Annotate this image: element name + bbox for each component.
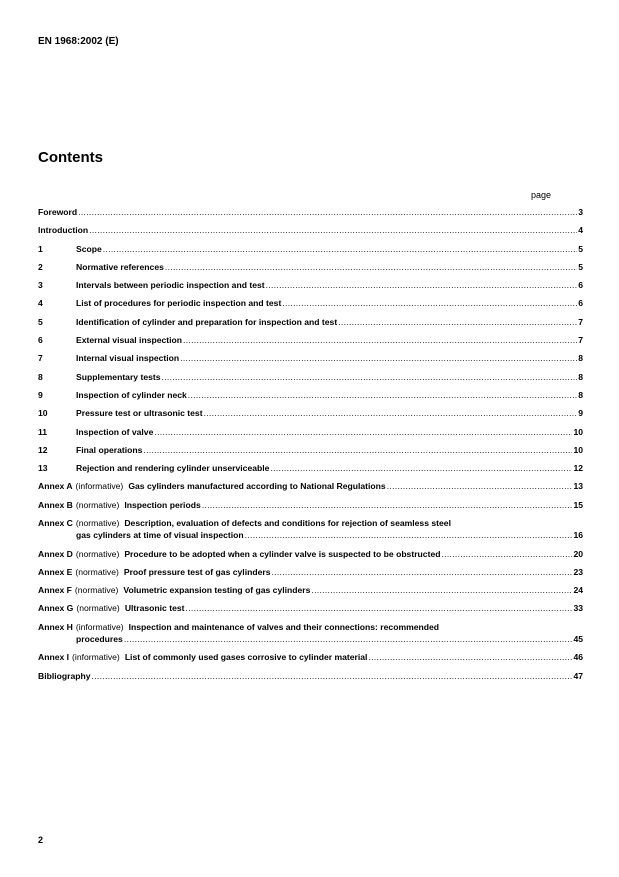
- dot-leader: [245, 530, 573, 540]
- toc-entry-label: Intervals between periodic inspection and test: [76, 280, 265, 291]
- toc-entry-label: Description, evaluation of defects and conditions for rejection of seamless steel: [124, 518, 451, 529]
- page-column-label: page: [531, 190, 552, 200]
- toc-page-number: 7: [578, 335, 583, 346]
- toc-entry[interactable]: [38, 549, 583, 567]
- toc-entry[interactable]: [38, 372, 583, 390]
- annex-id: Annex B: [38, 499, 73, 510]
- toc-entry[interactable]: [38, 225, 583, 243]
- annex-id: Annex D: [38, 548, 73, 559]
- toc-page-number: 8: [578, 389, 583, 400]
- clause-number: 5: [38, 316, 43, 327]
- toc-page-number: 6: [578, 280, 583, 291]
- toc-entry-label: List of procedures for periodic inspection and test: [76, 298, 282, 309]
- toc-entry-label: Ultrasonic test: [124, 603, 185, 614]
- clause-number: 9: [38, 389, 43, 400]
- toc-entry[interactable]: [38, 390, 583, 408]
- toc-entry[interactable]: [38, 500, 583, 518]
- dot-leader: [368, 652, 572, 662]
- toc-page-number: 16: [573, 530, 583, 541]
- toc-page-number: 23: [573, 566, 583, 577]
- dot-leader: [92, 671, 573, 681]
- dot-leader: [180, 353, 577, 363]
- dot-leader: [204, 408, 578, 418]
- clause-number: 4: [38, 298, 43, 309]
- dot-leader: [338, 317, 577, 327]
- toc-entry-label-continued: procedures: [76, 633, 123, 644]
- annex-id: Annex H: [38, 621, 73, 632]
- toc-entry[interactable]: [38, 603, 583, 621]
- clause-number: 8: [38, 371, 43, 382]
- clause-number: 2: [38, 261, 43, 272]
- dot-leader: [162, 372, 578, 382]
- annex-id: Annex F: [38, 585, 72, 596]
- toc-entry[interactable]: [38, 671, 583, 689]
- dot-leader: [154, 427, 572, 437]
- annex-id: Annex C: [38, 518, 73, 529]
- toc-entry-label: Pressure test or ultrasonic test: [76, 408, 203, 419]
- dot-leader: [183, 335, 577, 345]
- dot-leader: [186, 603, 573, 613]
- toc-entry-label: Proof pressure test of gas cylinders: [123, 566, 271, 577]
- toc-page-number: 20: [573, 548, 583, 559]
- toc-page-number: 8: [578, 353, 583, 364]
- toc-entry-label: Normative references: [76, 261, 164, 272]
- annex-id: Annex A: [38, 481, 73, 492]
- dot-leader: [78, 207, 577, 217]
- annex-type: (informative): [75, 621, 124, 632]
- toc-entry-label: Inspection periods: [124, 499, 201, 510]
- toc-entry-label: Internal visual inspection: [76, 353, 180, 364]
- annex-type: (normative): [75, 548, 120, 559]
- dot-leader: [124, 634, 573, 644]
- toc-page-number: 33: [573, 603, 583, 614]
- clause-number: 12: [38, 444, 48, 455]
- page-number: 2: [38, 835, 44, 845]
- toc-entry[interactable]: [38, 445, 583, 463]
- toc-page-number: 8: [578, 371, 583, 382]
- annex-id: Annex E: [38, 566, 73, 577]
- toc-entry-label: Introduction: [38, 225, 89, 236]
- toc-page-number: 24: [573, 585, 583, 596]
- toc-page-number: 45: [573, 633, 583, 644]
- toc-entry-label: Final operations: [76, 444, 143, 455]
- toc-entry-label: Scope: [76, 243, 102, 254]
- annex-type: (normative): [74, 585, 119, 596]
- toc-entry[interactable]: [38, 280, 583, 298]
- toc-entry[interactable]: [38, 408, 583, 426]
- clause-number: 10: [38, 408, 48, 419]
- dot-leader: [188, 390, 577, 400]
- dot-leader: [103, 244, 577, 254]
- annex-type: (normative): [75, 566, 119, 577]
- toc-page-number: 12: [573, 463, 583, 474]
- toc-entry-label: Identification of cylinder and preparation for inspection and test: [76, 316, 338, 327]
- toc-page-number: 13: [573, 481, 583, 492]
- toc-entry-line: [38, 518, 583, 530]
- toc-entry[interactable]: [38, 518, 583, 549]
- clause-number: 13: [38, 463, 48, 474]
- clause-number: 7: [38, 353, 43, 364]
- toc-entry[interactable]: [38, 262, 583, 280]
- toc-entry-label: External visual inspection: [76, 335, 183, 346]
- table-of-contents: [38, 207, 583, 689]
- annex-type: (normative): [75, 499, 120, 510]
- dot-leader: [270, 463, 572, 473]
- toc-entry-label: Gas cylinders manufactured according to National Regulations: [128, 481, 386, 492]
- dot-leader: [89, 225, 577, 235]
- dot-leader: [266, 280, 578, 290]
- toc-entry-label-continued: gas cylinders at time of visual inspection: [76, 530, 244, 541]
- clause-number: 6: [38, 335, 43, 346]
- toc-entry-label: Inspection of cylinder neck: [76, 389, 187, 400]
- toc-entry[interactable]: [38, 585, 583, 603]
- annex-id: Annex G: [38, 603, 74, 614]
- toc-entry[interactable]: [38, 244, 583, 262]
- toc-entry-label: Volumetric expansion testing of gas cylinders: [123, 585, 311, 596]
- toc-page-number: 10: [573, 426, 583, 437]
- toc-entry-label: Inspection of valve: [76, 426, 154, 437]
- toc-entry[interactable]: [38, 427, 583, 445]
- clause-number: 11: [38, 426, 48, 437]
- toc-entry[interactable]: [38, 298, 583, 316]
- annex-type: (informative): [75, 481, 124, 492]
- clause-number: 1: [38, 243, 43, 254]
- toc-entry-label: Inspection and maintenance of valves and their connections: recommended: [128, 621, 440, 632]
- toc-entry[interactable]: [38, 335, 583, 353]
- toc-page-number: 6: [578, 298, 583, 309]
- toc-page-number: 10: [573, 444, 583, 455]
- document-header: EN 1968:2002 (E): [38, 36, 119, 47]
- toc-page-number: 4: [578, 225, 583, 236]
- toc-entry[interactable]: [38, 353, 583, 371]
- toc-page-number: 47: [573, 670, 583, 681]
- dot-leader: [311, 585, 572, 595]
- toc-entry-label: Bibliography: [38, 670, 91, 681]
- page-title: Contents: [38, 149, 103, 166]
- toc-entry[interactable]: [38, 317, 583, 335]
- toc-entry-label: Supplementary tests: [76, 371, 161, 382]
- toc-page-number: 9: [578, 408, 583, 419]
- annex-id: Annex I: [38, 652, 70, 663]
- toc-page-number: 3: [578, 207, 583, 217]
- dot-leader: [441, 549, 572, 559]
- toc-entry-line: [38, 634, 583, 646]
- toc-entry-label: List of commonly used gases corrosive to cylinder material: [124, 652, 368, 663]
- toc-entry[interactable]: [38, 567, 583, 585]
- dot-leader: [202, 500, 573, 510]
- clause-number: 3: [38, 280, 43, 291]
- dot-leader: [143, 445, 572, 455]
- toc-page-number: 5: [578, 261, 583, 272]
- dot-leader: [387, 481, 573, 491]
- toc-entry[interactable]: [38, 463, 583, 481]
- dot-leader: [282, 298, 577, 308]
- annex-type: (informative): [72, 652, 120, 663]
- dot-leader: [271, 567, 572, 577]
- toc-page-number: 5: [578, 243, 583, 254]
- annex-type: (normative): [76, 603, 120, 614]
- toc-entry[interactable]: [38, 481, 583, 499]
- toc-entry[interactable]: [38, 622, 583, 653]
- toc-entry-line: [38, 622, 583, 634]
- toc-page-number: 7: [578, 316, 583, 327]
- toc-entry[interactable]: [38, 652, 583, 670]
- toc-entry-label: Procedure to be adopted when a cylinder valve is suspected to be obstructed: [124, 548, 441, 559]
- toc-page-number: 46: [573, 652, 583, 663]
- toc-entry[interactable]: [38, 207, 583, 225]
- toc-entry-label: Rejection and rendering cylinder unserviceable: [76, 463, 270, 474]
- toc-entry-label: Foreword: [38, 207, 78, 217]
- dot-leader: [165, 262, 577, 272]
- toc-page-number: 15: [573, 499, 583, 510]
- toc-entry-line: [38, 530, 583, 542]
- annex-type: (normative): [75, 518, 120, 529]
